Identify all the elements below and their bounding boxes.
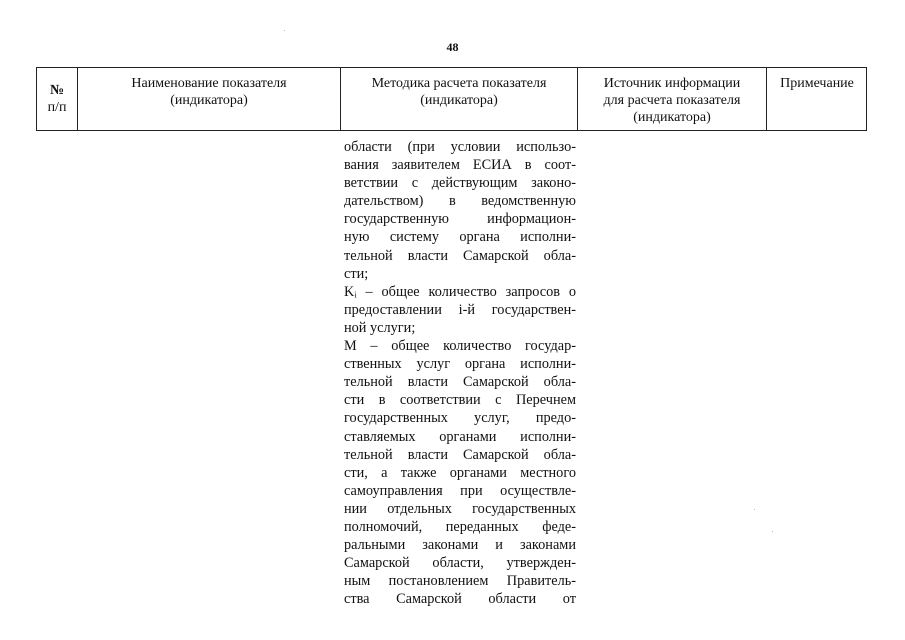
text-line: тельной власти Самарской обла- [344, 247, 576, 264]
text-line: государственных услуг, предо- [344, 410, 576, 427]
text-line: ства Самарской области от [344, 591, 576, 608]
header-cell-number [37, 68, 78, 130]
table-header [36, 67, 867, 131]
header-number-line: № [49, 83, 65, 98]
text-line: ным постановлением Правитель- [344, 573, 576, 590]
text-line: дательством) в ведомственную [344, 193, 576, 210]
header-method-line: (индикатора) [420, 93, 498, 108]
header-cell-method [341, 68, 578, 130]
text-line: ной услуги; [344, 319, 416, 336]
header-source-line: для расчета показателя [603, 93, 741, 108]
header-source-line: (индикатора) [633, 110, 711, 125]
header-cell-note [767, 68, 867, 130]
text-line: Самарской области, утвержден- [344, 555, 576, 572]
text-line: полномочий, переданных феде- [344, 518, 576, 535]
text-line: вания заявителем ЕСИА в соот- [344, 157, 576, 174]
scan-speck [754, 509, 755, 510]
text-line: ральными законами и законами [344, 537, 576, 554]
header-source-line: Источник информации [603, 76, 741, 91]
text-line: предоставлении i-й государствен- [344, 301, 576, 318]
method-paragraph [344, 337, 576, 608]
text-line: сти; [344, 265, 369, 282]
text-line: государственную информацион- [344, 211, 576, 228]
method-paragraph [344, 138, 576, 283]
text-line: ственных услуг органа исполни- [344, 356, 576, 373]
text-line: сти в соответствии с Перечнем [344, 392, 576, 409]
text-line: тельной власти Самарской обла- [344, 374, 576, 391]
scan-speck [284, 30, 285, 31]
scan-speck [772, 531, 773, 532]
method-column-text [344, 138, 576, 608]
text-line: ветствии с действующим законо- [344, 175, 576, 192]
text-line: М – общее количество государ- [344, 338, 576, 355]
text-line: ставляемых органами исполни- [344, 428, 576, 445]
header-cell-source [578, 68, 767, 130]
text-line: области (при условии использо- [344, 139, 576, 155]
header-name-line: (индикатора) [170, 93, 248, 108]
header-cell-indicator-name [78, 68, 341, 130]
header-name-line: Наименование показателя [131, 76, 287, 91]
method-paragraph [344, 283, 576, 337]
text-line: ную систему органа исполни- [344, 229, 576, 246]
text-line: нии отдельных государственных [344, 500, 576, 517]
header-note-line: Примечание [780, 76, 854, 91]
page-number: 48 [446, 40, 459, 54]
text-line: тельной власти Самарской обла- [344, 446, 576, 463]
text-line: сти, а также органами местного [344, 464, 576, 481]
text-line: самоуправления при осуществле- [344, 482, 576, 499]
text-line: Kᵢ – общее количество запросов о [344, 283, 576, 300]
header-number-line: п/п [47, 100, 67, 115]
header-method-line: Методика расчета показателя [371, 76, 547, 91]
